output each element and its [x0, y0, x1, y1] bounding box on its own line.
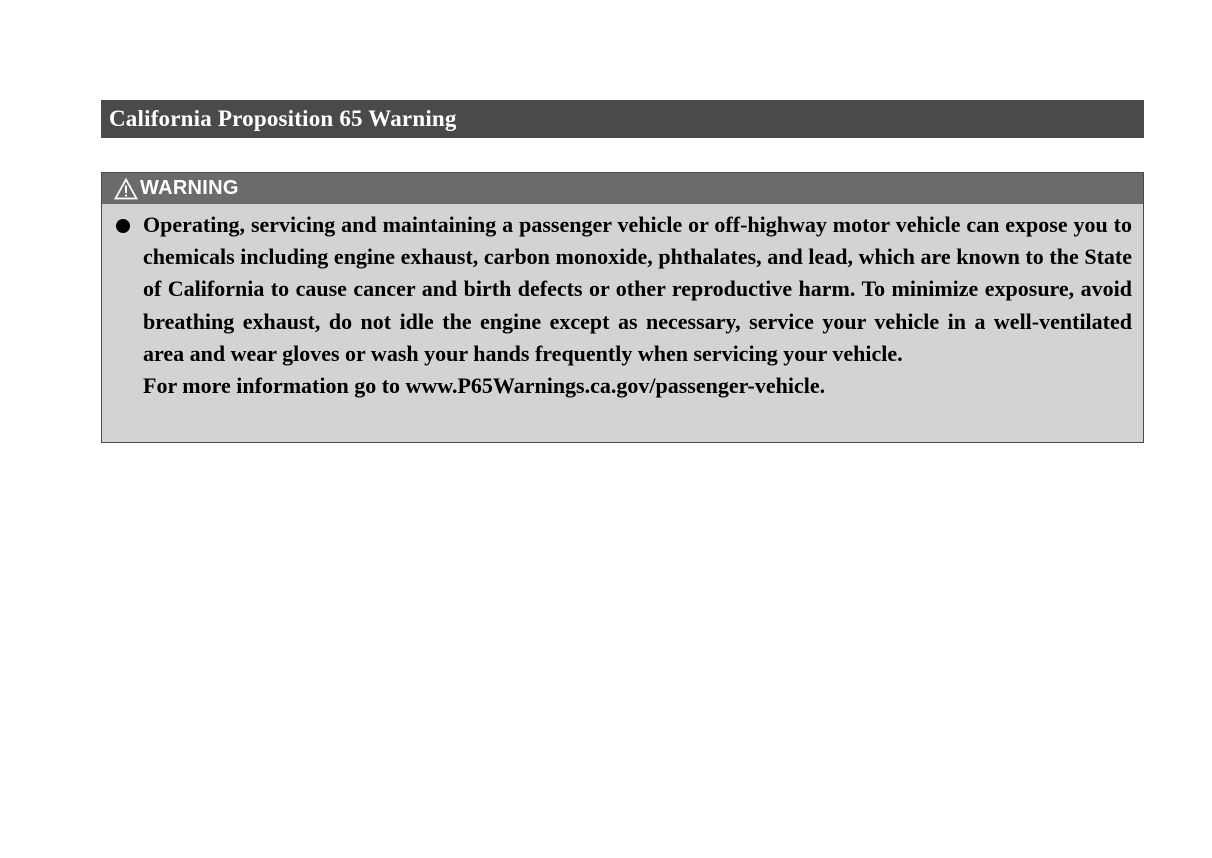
warning-box — [101, 172, 1144, 443]
more-info-text: For more information go to www.P65Warnings.ca.gov/passenger-vehicle. — [143, 373, 826, 399]
bullet-icon — [116, 219, 130, 233]
section-title: California Proposition 65 Warning — [109, 106, 457, 131]
warning-triangle-icon — [114, 177, 138, 201]
section-header — [101, 100, 1144, 138]
warning-label: WARNING — [140, 177, 239, 199]
warning-body — [102, 204, 1143, 402]
warning-text: Operating, servicing and maintaining a passenger vehicle or off-highway motor vehicle can expose you to chemicals including engine exhaust, carbon monoxide, phthalates, and lead, which are known to the State of California to cause cancer and birth defects or other reproductive harm. To minimize exposure, avoid breathing exhaust, do not idle the engine except as necessary, service your vehicle in a well-ventilated area and wear gloves or wash your hands frequently when servicing your vehicle. — [143, 212, 1132, 366]
warning-header — [102, 173, 1143, 204]
